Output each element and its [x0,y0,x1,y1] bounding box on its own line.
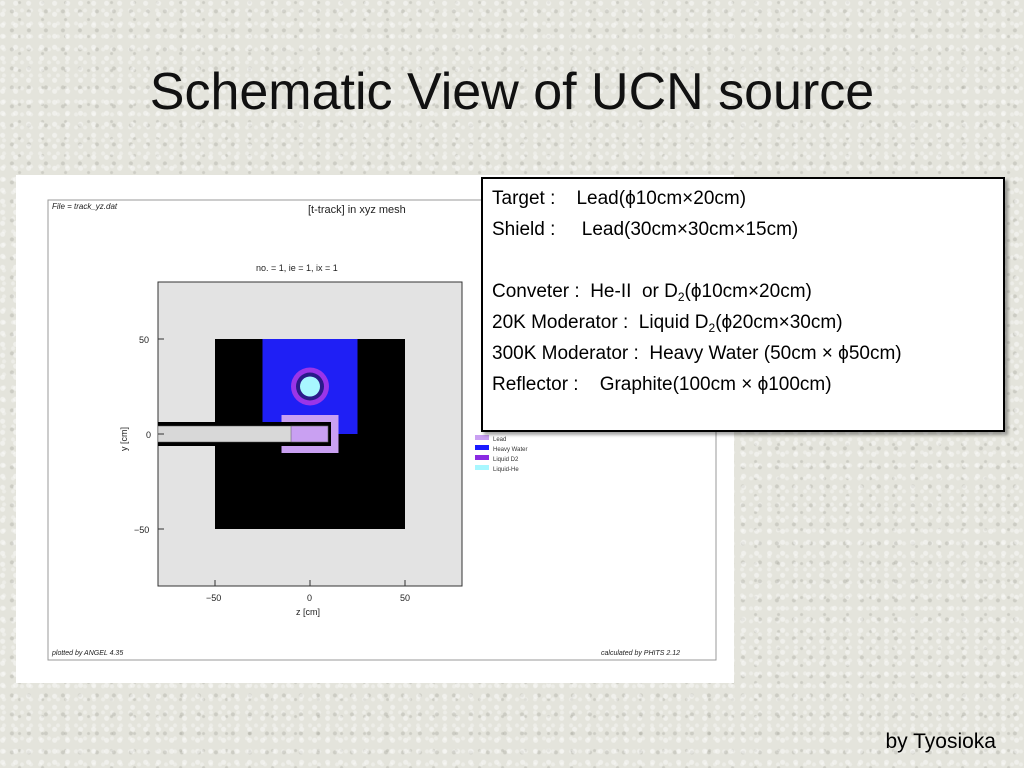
author-credit: by Tyosioka [885,730,996,753]
legend-swatch-heavy-water [475,445,489,450]
converter-spec-main: Conveter : He-II or D [492,281,678,302]
converter-spec [492,276,994,307]
shield-spec: Shield : Lead(30cm×30cm×15cm) [492,219,799,240]
legend-swatch-liquid-he [475,465,489,470]
reflector-spec: Reflector : Graphite(100cm × ϕ100cm) [492,374,832,395]
material-legend [475,435,527,473]
x-tick-label-0: 0 [307,593,313,603]
converter-subscript: 2 [677,290,685,304]
plotted-by-label: plotted by ANGEL 4.35 [52,650,124,657]
plot-title: [t-track] in xyz mesh [308,204,406,216]
slide-title: Schematic View of UCN source [149,63,875,121]
legend-label-liquid-d2: Liquid D2 [493,457,519,463]
file-label: File = track_yz.dat [52,202,118,211]
y-tick-label-minus50: −50 [134,525,150,535]
target-spec: Target : Lead(ϕ10cm×20cm) [492,188,747,209]
x-axis-label: z [cm] [296,607,320,617]
legend-swatch-lead [475,435,489,440]
moderator-20k-subscript: 2 [708,321,716,335]
calculated-by-label: calculated by PHITS 2.12 [601,650,680,657]
moderator-20k-spec [492,307,994,338]
legend-label-lead: Lead [493,437,507,443]
y-tick-label-50: 50 [139,335,150,345]
x-tick-label-50: 50 [400,593,411,603]
legend-swatch-liquid-d2 [475,455,489,460]
specification-box [481,177,1005,432]
plot-subtitle: no. = 1, ie = 1, ix = 1 [256,263,338,273]
liquid-he-converter [300,377,320,397]
moderator-20k-size: (ϕ20cm×30cm) [715,312,843,333]
x-tick-label-minus50: −50 [206,593,222,603]
legend-label-liquid-he: Liquid-He [493,467,519,473]
lead-target [291,426,328,442]
converter-spec-size: (ϕ10cm×20cm) [684,281,812,302]
moderator-300k-spec: 300K Moderator : Heavy Water (50cm × ϕ50cm) [492,343,902,364]
moderator-20k-main: 20K Moderator : Liquid D [492,312,709,333]
legend-label-heavy-water: Heavy Water [493,447,528,453]
y-axis-label: y [cm] [119,427,129,451]
y-tick-label-0: 0 [146,430,152,440]
